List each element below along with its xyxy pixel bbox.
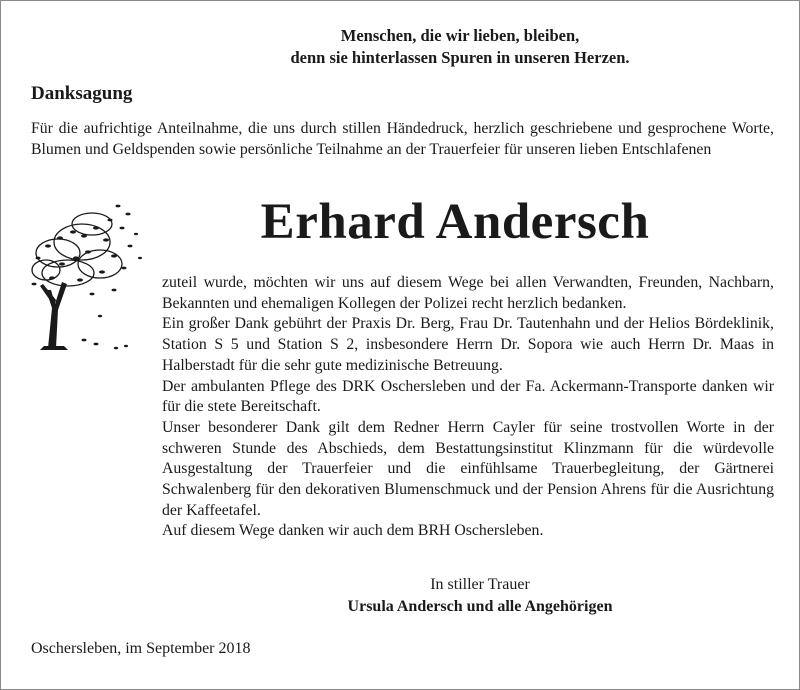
heading: Danksagung [31,83,133,104]
thanks-paragraph-5: Auf diesem Wege danken wir auch dem BRH Oschersleben. [162,522,544,540]
signatories: Ursula Andersch und alle Angehörigen [347,598,613,615]
tree-illustration [18,198,148,358]
deceased-name: Erhard Andersch [260,194,650,250]
motto-line-1: Menschen, die wir lieben, bleiben, [340,26,580,45]
thanks-paragraph-2: Ein großer Dank gebührt der Praxis Dr. Berg, Frau Dr. Tautenhahn und der Helios Bördeklinik, Station S 5 und Station S 2, insbesondere Herrn Dr. Sopora wie auch Herrn Dr. Maas in Halberstadt für die sehr gute medizinische Betreuung. [162,315,774,374]
tree-crown [32,213,122,286]
tree-leaves [32,205,143,350]
thanks-paragraph-4: Unser besonderer Dank gilt dem Redner Herrn Cayler für seine trostvollen Worte in der schweren Stunde des Abschieds, dem Bestattungsinstitut Klinzmann für die würdevolle Ausgestaltung der Trauerfeier und die einfühlsame Trauerbegleitung, der Gärtnerei Schwalenberg für den dekorativen Blumenschmuck und der Pension Ahrens für die Ausrichtung der Kaffeetafel. [162,418,774,519]
place-and-date: Oschersleben, im September 2018 [31,640,251,657]
motto [200,25,720,69]
thanks-paragraph-3: Der ambulanten Pflege des DRK Oschersleben und der Fa. Ackermann-Transporte danken wir für die stete Bereitschaft. [162,377,774,416]
thanks-body [162,273,774,542]
tree-trunk [40,282,68,350]
thanks-paragraph-1: zuteil wurde, möchten wir uns auf diesem Wege bei allen Verwandten, Freunden, Nachbarn, Bekannten und ehemaligen Kollegen der Polizei recht herzlich bedanken. [162,274,774,312]
intro-paragraph: Für die aufrichtige Anteilnahme, die uns durch stillen Händedruck, herzlich geschriebene und gesprochene Worte, Blumen und Geldspenden sowie persönliche Teilnahme an der Trauerfeier für unseren lieben Entschlafenen [31,120,774,158]
motto-line-2: denn sie hinterlassen Spuren in unseren Herzen. [290,48,630,67]
closing-phrase: In stiller Trauer [430,576,530,593]
